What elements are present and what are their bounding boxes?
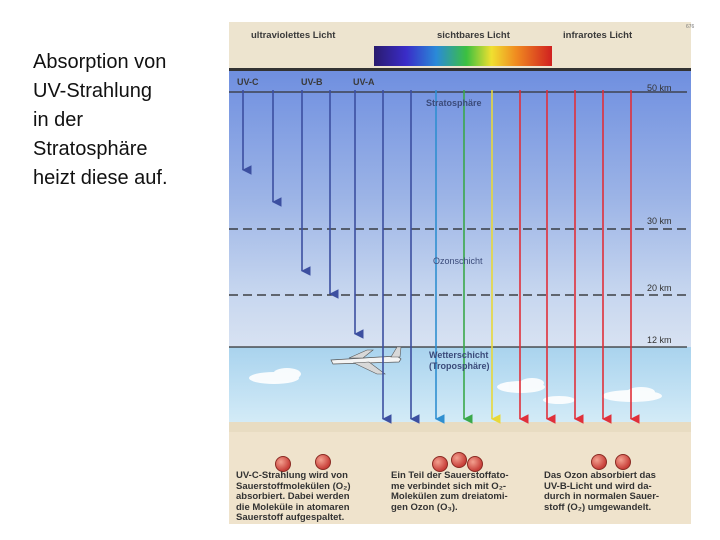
footnote-line: UV-B-Licht und wird da- [544,480,652,492]
header-rule [229,68,691,71]
stratosphere-area [229,71,691,347]
uva-label: UV-A [353,77,375,87]
altitude-12km: 12 km [647,335,672,345]
oxygen-atom [451,452,467,468]
uvc-label: UV-C [237,77,259,87]
stratosphere-label: Stratosphäre [426,98,482,108]
troposphere-label [429,350,490,372]
footnote-ozone-formation [391,471,531,513]
footnote-line: Sauerstoffmolekülen (O₂) [236,480,351,492]
footnote-line: die Moleküle in atomaren [236,501,350,513]
header-visible-light: sichtbares Licht [437,30,510,41]
caption-line: UV-Strahlung [33,80,152,102]
ground-band [229,422,691,432]
footnote-line: stoff (O₂) umgewandelt. [544,501,652,513]
footnote-line: absorbiert. Dabei werden [236,491,350,502]
footnote-line: Sauerstoff aufgespaltet. [236,512,345,523]
oxygen-atom [591,454,607,470]
figure-code: 676 [686,24,695,30]
slide-caption [33,48,223,193]
oxygen-atom [615,454,631,470]
footnote-line: Molekülen zum dreiatomi- [391,491,508,502]
footnote-line: Das Ozon absorbiert das [544,470,656,481]
atmosphere-diagram [229,22,695,524]
footnote-uvc [236,471,376,524]
footnote-line: me verbindet sich mit O₂- [391,480,507,492]
altitude-50km: 50 km [647,83,672,93]
oxygen-atom [315,454,331,470]
caption-line: Absorption von [33,51,167,73]
caption-line: heizt diese auf. [33,167,168,189]
ozone-layer-label: Ozonschicht [433,256,483,266]
footnote-line: Ein Teil der Sauerstoffato- [391,470,509,481]
troposphere-label-line1: Wetterschicht [429,350,489,360]
caption-line: in der [33,109,84,131]
caption-line: Stratosphäre [33,138,148,160]
footnote-line: UV-C-Strahlung wird von [236,470,348,481]
footnote-line: gen Ozon (O₃). [391,501,458,513]
header-uv-light: ultraviolettes Licht [251,30,336,41]
footnote-ozone-absorption [544,471,684,513]
altitude-30km: 30 km [647,216,672,226]
troposphere-label-line2: (Troposphäre) [429,361,490,371]
header-infrared-light: infrarotes Licht [563,30,633,41]
altitude-20km: 20 km [647,283,672,293]
visible-spectrum [374,46,552,66]
uvb-label: UV-B [301,77,323,87]
footnote-line: durch in normalen Sauer- [544,491,660,502]
